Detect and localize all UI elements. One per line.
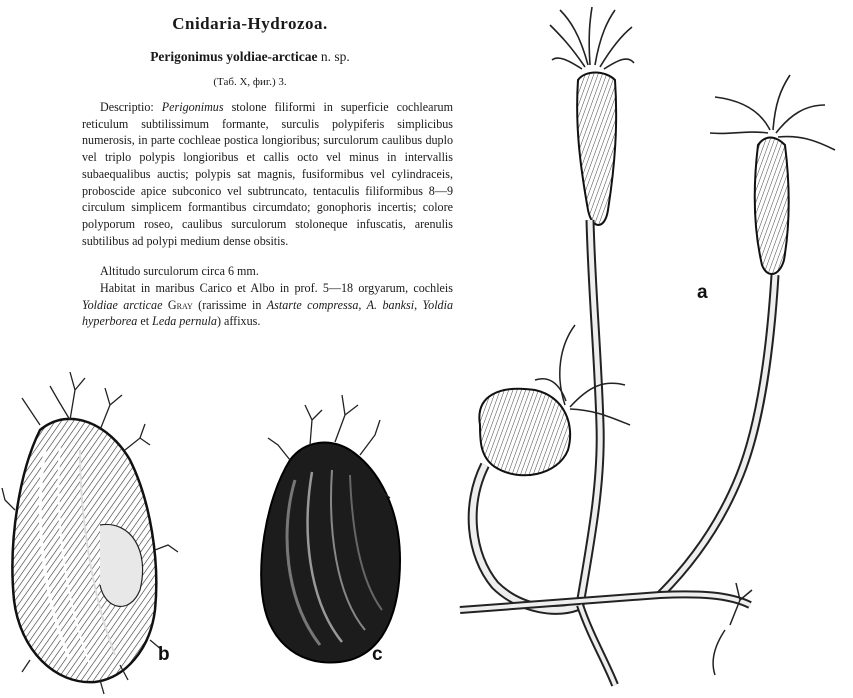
habitat-species-2: Astarte compressa, A. banksi	[266, 297, 415, 312]
habitat-author: Gray	[167, 297, 193, 312]
species-heading	[20, 49, 480, 65]
figure-c-illustration	[250, 380, 410, 680]
figure-c-label: c	[372, 644, 383, 665]
habitat-text-5: et	[137, 314, 153, 329]
habitat-text-3: (rarissime in	[192, 297, 267, 312]
figure-a-illustration	[440, 5, 853, 695]
habitat-species-4: Leda pernula	[152, 314, 217, 329]
species-name: Perigonimus yoldiae-arcticae	[150, 49, 318, 64]
species-suffix: n. sp.	[317, 49, 350, 64]
habitat-paragraph	[82, 280, 453, 330]
figure-b-label: b	[158, 644, 170, 665]
habitat-text-4: ,	[414, 297, 423, 312]
habitat-text-6: ) affixus.	[216, 314, 261, 329]
habitat-species-1: Yoldiae arcticae	[82, 297, 163, 312]
figure-a-label: a	[697, 282, 708, 303]
section-title: Cnidaria-Hydrozoa.	[172, 14, 328, 33]
habitat-species-3: Yoldia hyperborea	[82, 297, 454, 329]
description-paragraph	[82, 99, 453, 249]
description-body: stolone filiformi in superficie cochlearum reticulum subtilissimum formante, surculis polypiferis simplicibus numerosis, in parte cochleae postica longioribus; surculorum caulibus duplo vel triplo polypis longioribus et callis octo vel minus in intervallis subaequalibus auctis; polypis sat magnis, fusiformibus vel cylindraceis, proboscide apice subconico vel subtruncato, tentaculis filiformibus 8—9 circulum simplicem formantibus circumdato; gonophoris incertis; colore polyporum roseo, caulibus surculorum stoloneque infuscatis, arenulis subtilibus ad polypi medium dense obsitis.	[82, 100, 453, 248]
altitude-paragraph: Altitudo surculorum circa 6 mm.	[100, 264, 259, 278]
habitat-text-1: Habitat in maribus Carico et Albo in prof. 5—18 orgyarum, cochleis	[100, 281, 453, 295]
description-genus: Perigonimus	[161, 100, 224, 114]
plate-reference: (Таб. X, фиг.) 3.	[213, 76, 287, 88]
description-lead: Descriptio:	[100, 100, 162, 114]
